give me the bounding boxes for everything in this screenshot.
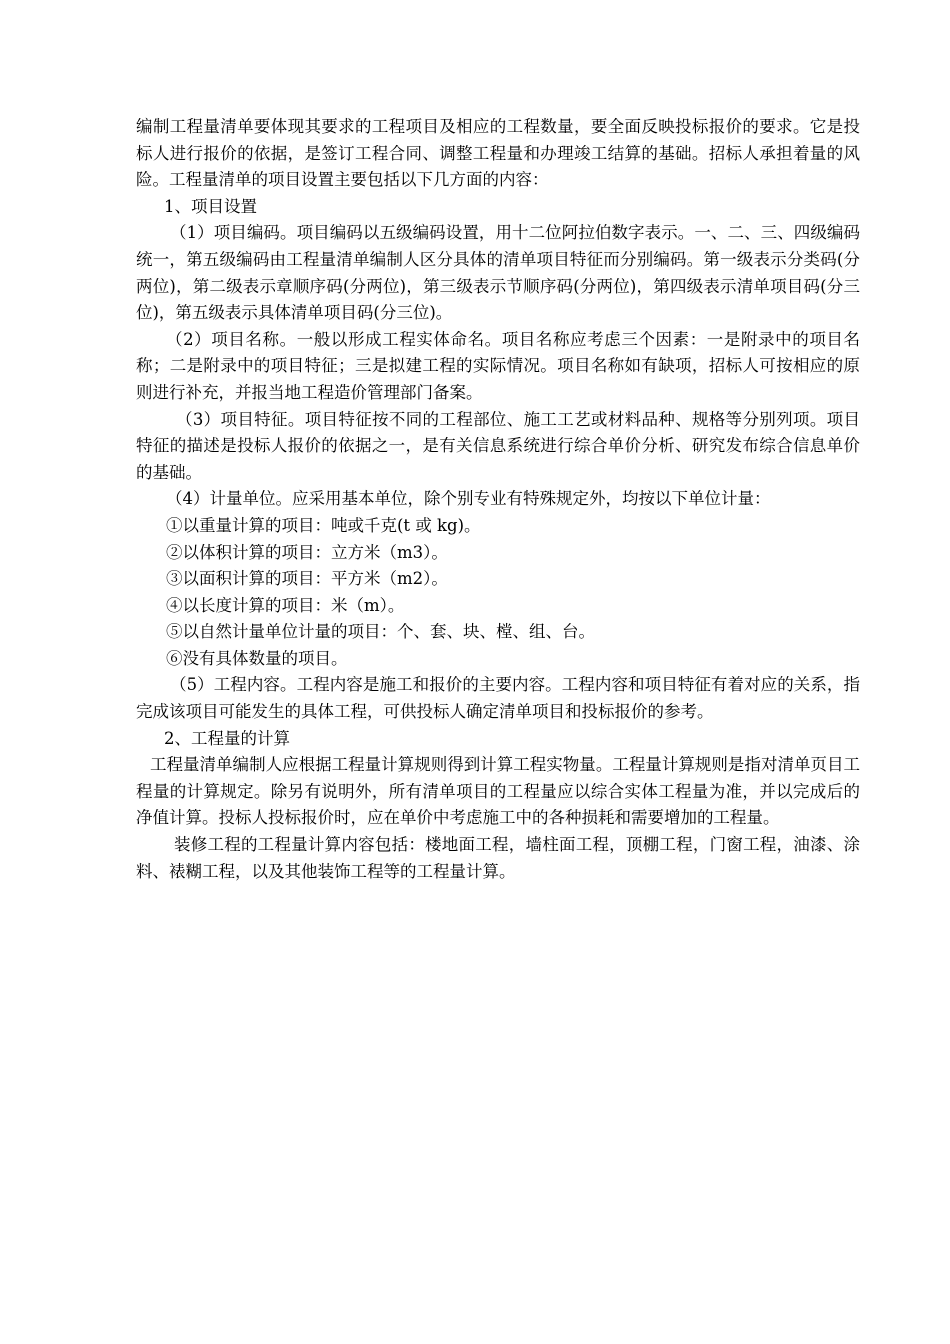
item-1-paragraph: （1）项目编码。项目编码以五级编码设置，用十二位阿拉伯数字表示。一、二、三、四级编码统一，第五级编码由工程量清单编制人区分具体的清单项目特征而分别编码。第一级表示分类码(分两位)，第二级表示章顺序码(分两位)，第三级表示节顺序码(分两位)，第四级表示清单项目码(分三位)，第五级表示具体清单项目码(分三位)。 xyxy=(136,223,860,323)
unit-list-item: ⑤以自然计量单位计量的项目：个、套、块、樘、组、台。 xyxy=(166,622,595,642)
unit-list-item: ③以面积计算的项目：平方米（m2）。 xyxy=(166,569,448,589)
unit-list-item: ①以重量计算的项目：吨或千克(t 或 kg)。 xyxy=(166,515,481,535)
unit-list-item: ②以体积计算的项目：立方米（m3）。 xyxy=(166,542,448,562)
item-4-paragraph: （4）计量单位。应采用基本单位，除个别专业有特殊规定外，均按以下单位计量： xyxy=(166,489,771,509)
section-2-paragraph-1: 工程量清单编制人应根据工程量计算规则得到计算工程实物量。工程量计算规则是指对清单页目工程量的计算规定。除另有说明外，所有清单项目的工程量应以综合实体工程量为准，并以完成后的净值计算。投标人投标报价时，应在单价中考虑施工中的各种损耗和需要增加的工程量。 xyxy=(136,755,860,828)
unit-list-item: ⑥没有具体数量的项目。 xyxy=(166,648,348,668)
unit-list-item: ④以长度计算的项目：米（m）。 xyxy=(166,595,405,615)
document-body xyxy=(136,114,860,885)
section-1-heading: 1、项目设置 xyxy=(164,196,257,216)
item-5-paragraph: （5）工程内容。工程内容是施工和报价的主要内容。工程内容和项目特征有着对应的关系，指完成该项目可能发生的具体工程，可供投标人确定清单项目和投标报价的参考。 xyxy=(136,675,860,722)
section-2-paragraph-2: 装修工程的工程量计算内容包括：楼地面工程，墙柱面工程，顶棚工程，门窗工程，油漆、涂料、裱糊工程，以及其他装饰工程等的工程量计算。 xyxy=(136,835,860,881)
item-2-paragraph: （2）项目名称。一般以形成工程实体命名。项目名称应考虑三个因素：一是附录中的项目名称；二是附录中的项目特征；三是拟建工程的实际情况。项目名称如有缺项，招标人可按相应的原则进行补充，并报当地工程造价管理部门备案。 xyxy=(136,329,860,402)
section-2-heading: 2、工程量的计算 xyxy=(164,728,290,748)
item-3-paragraph: （3）项目特征。项目特征按不同的工程部位、施工工艺或材料品种、规格等分别列项。项目特征的描述是投标人报价的依据之一，是有关信息系统进行综合单价分析、研究发布综合信息单价的基础。 xyxy=(136,409,860,482)
intro-paragraph: 编制工程量清单要体现其要求的工程项目及相应的工程数量，要全面反映投标报价的要求。它是投标人进行报价的依据，是签订工程合同、调整工程量和办理竣工结算的基础。招标人承担着量的风险。工程量清单的项目设置主要包括以下几方面的内容： xyxy=(136,117,860,190)
